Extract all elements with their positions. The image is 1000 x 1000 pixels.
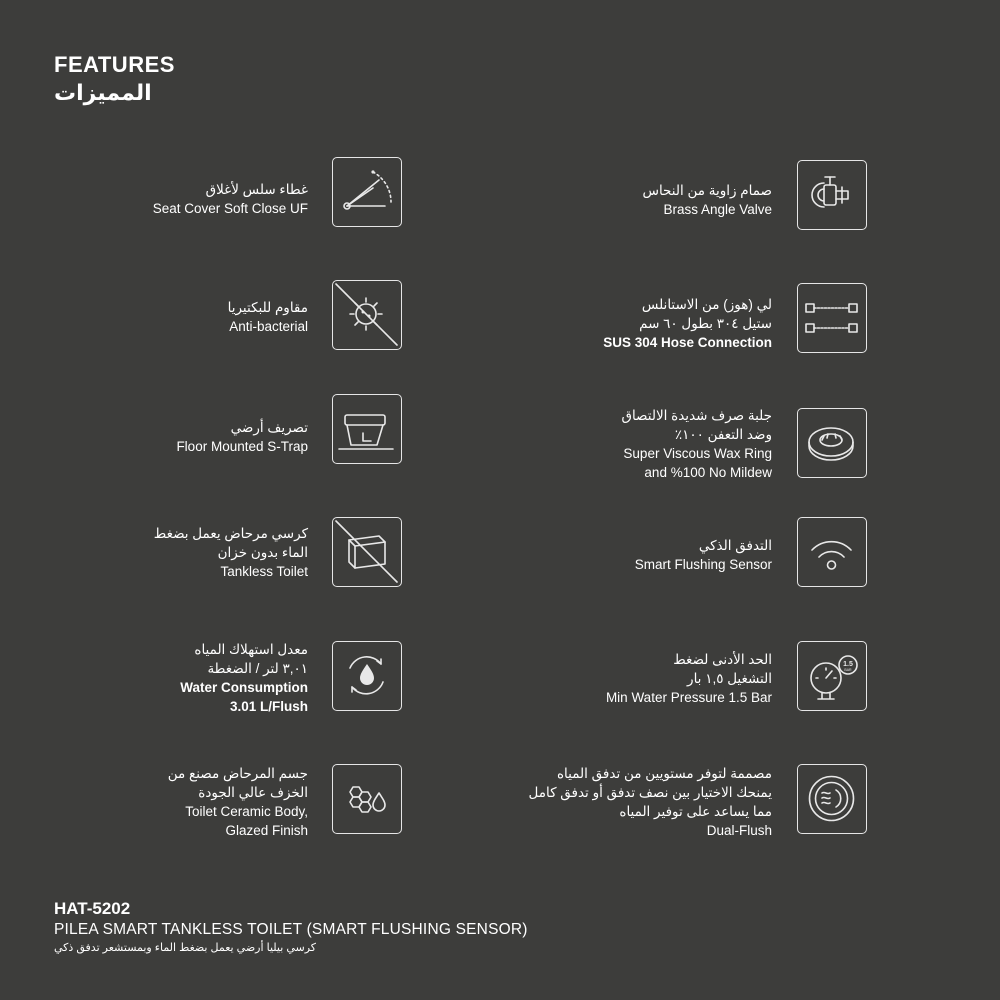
feature-line: وضد التعفن ١٠٠٪ (674, 427, 772, 442)
feature-line: غطاء سلس لأغلاق (205, 182, 308, 197)
water-pressure-icon (797, 641, 867, 711)
feature-line: Tankless Toilet (220, 564, 308, 579)
feature-line: يمنحك الاختيار بين نصف تدفق أو تدفق كامل (528, 785, 772, 800)
water-consumption-icon (332, 641, 402, 711)
feature-line: Min Water Pressure 1.5 Bar (605, 690, 772, 705)
feature-line: تصريف أرضي (230, 420, 308, 435)
angle-valve-icon (797, 160, 867, 230)
feature-text (603, 295, 772, 352)
feature-line: Dual-Flush (706, 823, 772, 838)
pressure-badge-unit: BAR (844, 668, 852, 672)
feature-line: مصممة لتوفر مستويين من تدفق المياه (556, 766, 772, 781)
feature-line: SUS 304 Hose Connection (603, 335, 772, 350)
product-model: HAT-5202 (54, 899, 131, 918)
feature-line: Water Consumption (180, 680, 308, 695)
tankless-icon (332, 517, 402, 587)
feature-line: جسم المرحاض مصنع من (167, 766, 308, 781)
feature-text (228, 298, 308, 336)
feature-text (168, 764, 308, 840)
product-footer (54, 898, 528, 956)
pressure-badge-value: 1.5 (843, 661, 853, 668)
wax-ring-icon (797, 408, 867, 478)
feature-line: كرسي مرحاض يعمل بضغط (153, 526, 308, 541)
ceramic-body-icon (332, 764, 402, 834)
feature-line: and %100 No Mildew (644, 465, 772, 480)
hose-connection-icon (797, 283, 867, 353)
feature-text (529, 764, 772, 840)
feature-line: Floor Mounted S-Trap (176, 439, 308, 454)
smart-sensor-icon (797, 517, 867, 587)
feature-line: 3.01 L/Flush (229, 699, 308, 714)
product-name: PILEA SMART TANKLESS TOILET (SMART FLUSHING SENSOR) (54, 921, 528, 938)
soft-close-seat-icon (332, 157, 402, 227)
feature-text (642, 181, 772, 219)
feature-text (635, 536, 772, 574)
floor-toilet-icon (332, 394, 402, 464)
feature-line: Smart Flushing Sensor (634, 557, 772, 572)
feature-text (176, 418, 308, 456)
dual-flush-icon (797, 764, 867, 834)
feature-line: Anti-bacterial (229, 319, 308, 334)
feature-line: التشغيل ١,٥ بار (687, 671, 772, 686)
product-name-arabic: كرسي بيليا أرضي يعمل بضغط الماء وبمستشعر تدفق ذكي (54, 942, 317, 954)
feature-line: ستيل ٣٠٤ بطول ٦٠ سم (639, 316, 772, 331)
features-title-arabic: المميزات (54, 80, 152, 105)
feature-line: Super Viscous Wax Ring (623, 446, 772, 461)
feature-line: مما يساعد على توفير المياه (619, 804, 772, 819)
features-title: FEATURES (54, 52, 175, 77)
feature-line: التدفق الذكي (698, 538, 772, 553)
feature-line: Brass Angle Valve (663, 202, 772, 217)
feature-line: لي (هوز) من الاستانلس (641, 297, 772, 312)
features-header (54, 52, 175, 108)
feature-line: Toilet Ceramic Body, (185, 804, 308, 819)
feature-line: صمام زاوية من النحاس (642, 183, 772, 198)
feature-text (606, 650, 772, 707)
anti-bacterial-icon (332, 280, 402, 350)
feature-line: جلبة صرف شديدة الالتصاق (621, 408, 772, 423)
feature-text (621, 406, 772, 482)
feature-line: الحد الأدنى لضغط (673, 652, 772, 667)
feature-line: Glazed Finish (225, 823, 308, 838)
feature-line: الخزف عالي الجودة (198, 785, 308, 800)
feature-line: مقاوم للبكتيريا (227, 300, 308, 315)
feature-text (153, 180, 308, 218)
feature-text (180, 640, 308, 716)
feature-line: معدل استهلاك المياه (194, 642, 308, 657)
feature-text (154, 524, 308, 581)
feature-line: الماء بدون خزان (217, 545, 308, 560)
feature-line: ٣,٠١ لتر / الضغطة (207, 661, 308, 676)
feature-line: Seat Cover Soft Close UF (152, 201, 308, 216)
